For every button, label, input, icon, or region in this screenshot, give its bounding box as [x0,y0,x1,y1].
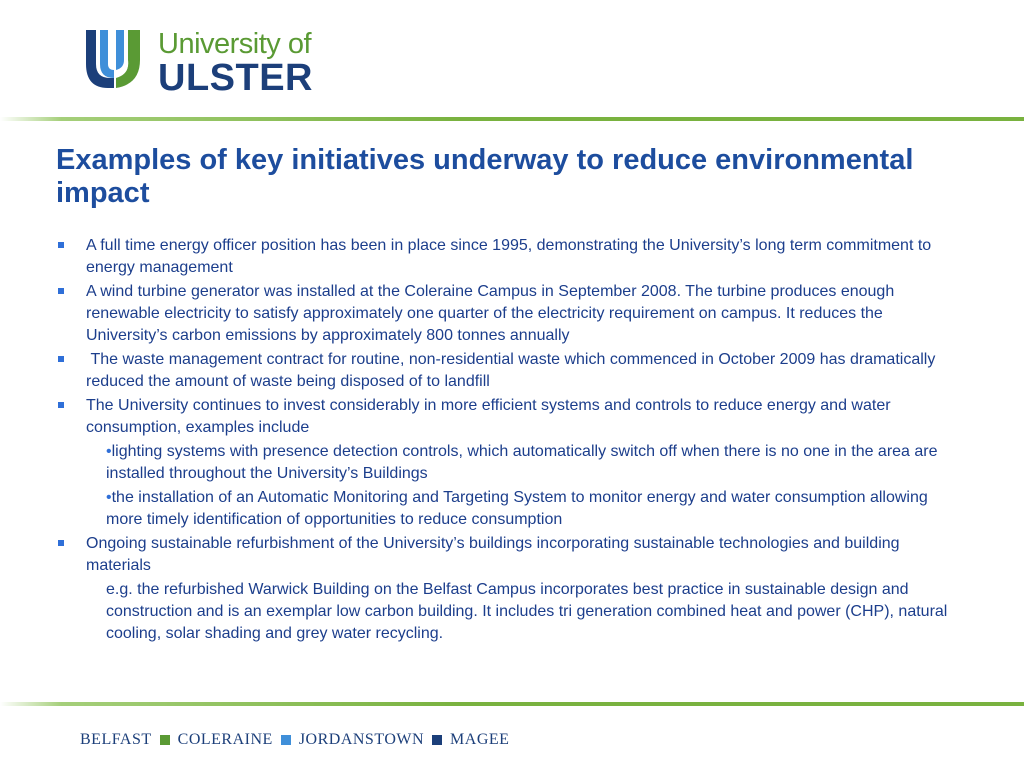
logo-text-ulster: ULSTER [158,57,313,99]
sub-bullet-item [56,487,966,531]
bullet-list [56,235,966,645]
sub-bullet-item [56,441,966,485]
footer-divider [0,702,1024,706]
bullet-marker-icon [58,356,64,362]
bullet-item [56,533,966,577]
university-crest-icon [80,26,148,94]
slide-title: Examples of key initiatives underway to reduce environmental impact [56,144,914,209]
sub-bullet-dot-icon: • [106,489,112,506]
bullet-marker-icon [58,402,64,408]
example-text: e.g. the refurbished Warwick Building on the Belfast Campus incorporates best practice in sustainable design and construction and is an exemplar low carbon building. It includes tri generation combined heat and power (CHP), natural cooling, solar shading and grey water recycling. [106,581,948,642]
sub-bullet-dot-icon: • [106,443,112,460]
sub-bullet-text: the installation of an Automatic Monitoring and Targeting System to monitor energy and water consumption allowing more timely identification of opportunities to reduce consumption [106,489,928,528]
header-divider [0,117,1024,121]
bullet-text: Ongoing sustainable refurbishment of the University’s buildings incorporating sustainable technologies and building materials [86,535,900,574]
blue-square-icon [281,735,291,745]
navy-square-icon [432,735,442,745]
bullet-item [56,281,966,347]
logo-text-university-of: University of [158,28,312,60]
bullet-marker-icon [58,242,64,248]
bullet-text: A wind turbine generator was installed at the Coleraine Campus in September 2008. The turbine produces enough renewable electricity to satisfy approximately one quarter of the electricity requirement on campus. It reduces the University’s carbon emissions by approximately 800 tonnes annually [86,283,895,344]
bullet-item [56,235,966,279]
university-logo [80,26,330,99]
bullet-item [56,349,966,393]
campus-footer [80,729,509,751]
campus-jordanstown: JORDANSTOWN [298,731,425,748]
campus-coleraine: COLERAINE [177,731,273,748]
bullet-text: A full time energy officer position has been in place since 1995, demonstrating the University’s long term commitment to energy management [86,237,932,276]
bullet-item [56,395,966,439]
campus-magee: MAGEE [450,731,510,748]
campus-belfast: BELFAST [80,731,152,748]
bullet-marker-icon [58,540,64,546]
bullet-marker-icon [58,288,64,294]
bullet-text: The University continues to invest considerably in more efficient systems and controls to reduce energy and water consumption, examples include [86,397,891,436]
sub-bullet-text: lighting systems with presence detection controls, which automatically switch off when there is no one in the area are installed throughout the University’s Buildings [106,443,938,482]
bullet-text: The waste management contract for routine, non-residential waste which commenced in October 2009 has dramatically reduced the amount of waste being disposed of to landfill [86,351,940,390]
green-square-icon [160,735,170,745]
